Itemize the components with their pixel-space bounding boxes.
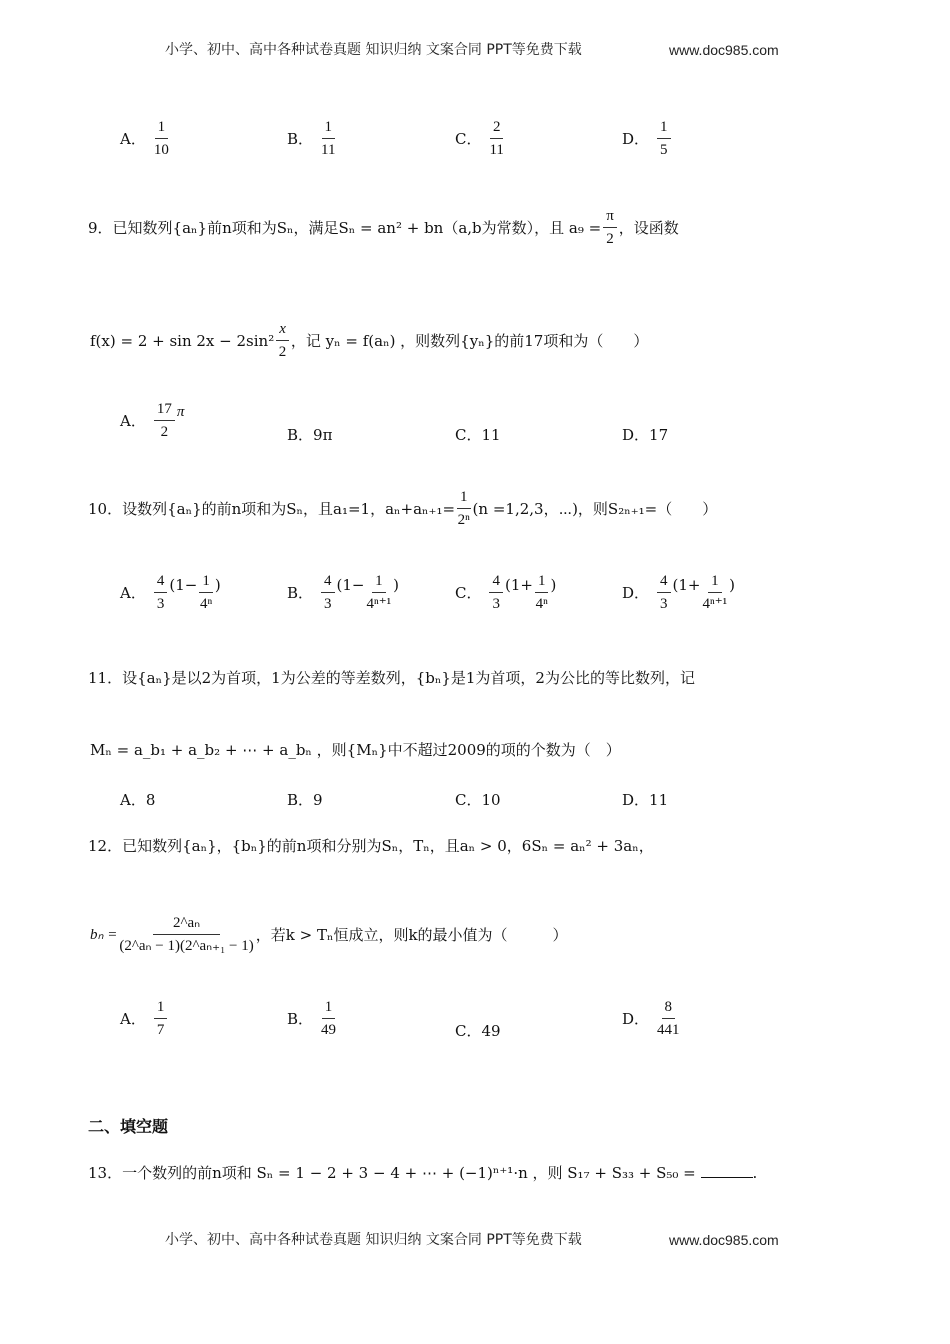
- numerator: 2^aₙ: [153, 912, 220, 935]
- option-label: C．: [455, 791, 482, 809]
- paren-open: (1−: [336, 575, 365, 594]
- option-label: A．: [120, 130, 146, 148]
- pi-symbol: π: [176, 404, 185, 420]
- q10-text: (n =1,2,3，⋯)，则S₂ₙ₊₁=（ ）: [472, 500, 718, 518]
- denominator: 4ⁿ: [199, 596, 213, 612]
- denominator: (2^aₙ − 1)(2^aₙ₊₁ − 1): [119, 938, 254, 954]
- numerator: π: [603, 205, 617, 228]
- q11-line1: 11．设{aₙ}是以2为首项，1为公差的等差数列，{bₙ}是1为首项，2为公比的等比数列，记: [88, 669, 695, 687]
- q11-option-c: [455, 790, 501, 810]
- numerator: 4: [154, 570, 168, 593]
- paren-open: (1+: [672, 575, 701, 594]
- denominator: 7: [156, 1022, 165, 1038]
- numerator: 1: [199, 570, 213, 593]
- numerator: 1: [708, 570, 722, 593]
- fraction: [199, 570, 213, 615]
- q13-text: 13．一个数列的前n项和 Sₙ = 1 − 2 + 3 − 4 + ⋯ + (−1)ⁿ⁺¹·n ，则 S₁₇ + S₃₃ + S₅₀ =: [88, 1164, 696, 1182]
- q9-text: 9．已知数列{aₙ}前n项和为Sₙ，满足Sₙ = an² + bn（a,b为常数），且 a₉ =: [88, 219, 602, 237]
- numerator: 4: [321, 570, 335, 593]
- option-label: C．: [455, 1022, 482, 1040]
- option-value: 11: [481, 426, 501, 444]
- fraction: [603, 205, 617, 250]
- denominator: 11: [489, 142, 504, 158]
- option-label: B．: [287, 426, 314, 444]
- option-value: 11: [649, 791, 669, 809]
- fraction: [657, 570, 671, 615]
- q13-text: .: [752, 1164, 758, 1182]
- denominator: 4ⁿ: [535, 596, 548, 612]
- q9-option-d: [622, 425, 668, 445]
- option-label: D．: [622, 584, 650, 602]
- denominator: 2: [278, 344, 287, 360]
- fraction: [535, 570, 549, 615]
- q11-option-a: [120, 790, 155, 810]
- fraction: [321, 996, 336, 1041]
- option-label: B．: [287, 791, 314, 809]
- q12-option-b: [287, 996, 338, 1041]
- fraction: [154, 398, 175, 443]
- paren-open: (1−: [169, 575, 198, 594]
- option-label: A．: [120, 412, 146, 430]
- option-value: 17: [649, 426, 669, 444]
- denominator: 49: [321, 1022, 337, 1038]
- q13-line: [88, 1163, 757, 1183]
- q12-line1: 12．已知数列{aₙ}，{bₙ}的前n项和分别为Sₙ，Tₙ，且aₙ > 0，6Sₙ = aₙ² + 3aₙ，: [88, 837, 654, 855]
- option-label: C．: [455, 130, 482, 148]
- fraction: [154, 570, 168, 615]
- option-label: B．: [287, 584, 314, 602]
- q12-text: bₙ =: [90, 927, 118, 943]
- q9-option-b: [287, 425, 332, 445]
- q8-option-c: [455, 116, 506, 161]
- denominator: 2: [160, 424, 169, 440]
- denominator: 3: [492, 596, 500, 612]
- q9-line2: [90, 318, 648, 363]
- denominator: 2: [606, 231, 614, 247]
- denominator: 10: [153, 142, 169, 158]
- q12-option-a: [120, 996, 169, 1041]
- fraction: [119, 912, 253, 957]
- option-value: 10: [481, 791, 501, 809]
- numerator: 4: [489, 570, 503, 593]
- numerator: 4: [657, 570, 671, 593]
- q9-option-a: [120, 398, 184, 443]
- page-header-text: 小学、初中、高中各种试卷真题 知识归纳 文案合同 PPT等免费下载: [165, 42, 582, 58]
- option-label: B．: [287, 130, 314, 148]
- q10-option-a: [120, 570, 221, 615]
- numerator: 1: [322, 116, 336, 139]
- numerator: 2: [490, 116, 504, 139]
- denominator: 11: [321, 142, 336, 158]
- numerator: 1: [457, 486, 471, 509]
- fraction: [367, 570, 392, 615]
- paren-close: ): [214, 575, 221, 594]
- option-value: 9: [313, 791, 323, 809]
- option-value: 49: [481, 1022, 501, 1040]
- option-label: C．: [455, 426, 482, 444]
- denominator: 2ⁿ: [457, 512, 470, 528]
- option-label: A．: [120, 791, 146, 809]
- option-value: 9π: [313, 426, 333, 444]
- q9-text: f(x) = 2 + sin 2x − 2sin²: [90, 331, 275, 350]
- paren-open: (1+: [504, 575, 533, 594]
- option-label: D．: [622, 1010, 650, 1028]
- q10-option-c: [455, 570, 556, 615]
- option-label: A．: [120, 584, 146, 602]
- q12-option-d: [622, 996, 682, 1041]
- numerator: x: [276, 318, 289, 341]
- answer-blank[interactable]: [701, 1163, 753, 1178]
- q10-text: 10．设数列{aₙ}的前n项和为Sₙ，且a₁=1，aₙ+aₙ₊₁=: [88, 500, 456, 518]
- q8-option-a: [120, 116, 171, 161]
- section-title: 二、填空题: [88, 1117, 169, 1136]
- numerator: 1: [657, 116, 671, 139]
- option-label: A．: [120, 1010, 146, 1028]
- option-label: D．: [622, 426, 650, 444]
- denominator: 5: [660, 142, 668, 158]
- fraction: [657, 116, 671, 161]
- page-footer-text: 小学、初中、高中各种试卷真题 知识归纳 文案合同 PPT等免费下载: [165, 1232, 582, 1248]
- page-footer-url[interactable]: www.doc985.com: [669, 1232, 779, 1248]
- fraction: [154, 116, 169, 161]
- option-label: C．: [455, 584, 482, 602]
- fraction: [657, 996, 680, 1041]
- q9-line1: [88, 205, 679, 250]
- q12-text: ，若k > Tₙ恒成立，则k的最小值为（ ）: [255, 926, 568, 944]
- fraction: [154, 996, 168, 1041]
- numerator: 8: [662, 996, 676, 1019]
- denominator: 4ⁿ⁺¹: [702, 596, 728, 612]
- fraction: [321, 116, 335, 161]
- q8-option-b: [287, 116, 337, 161]
- q9-text: ，设函数: [618, 219, 679, 237]
- numerator: 17: [154, 398, 175, 421]
- q11-option-b: [287, 790, 323, 810]
- q9-option-c: [455, 425, 501, 445]
- fraction: [489, 570, 503, 615]
- paren-close: ): [393, 575, 399, 594]
- fraction: [489, 116, 503, 161]
- q10-option-b: [287, 570, 399, 615]
- option-label: B．: [287, 1010, 314, 1028]
- option-label: D．: [622, 130, 650, 148]
- numerator: 1: [372, 570, 386, 593]
- paren-close: ): [729, 575, 735, 594]
- numerator: 1: [155, 116, 169, 139]
- q12-line2: [90, 912, 568, 957]
- page-header-url[interactable]: www.doc985.com: [669, 42, 779, 58]
- q10-option-d: [622, 570, 735, 615]
- fraction: [276, 318, 289, 363]
- numerator: 1: [322, 996, 336, 1019]
- q10-line: [88, 486, 717, 531]
- fraction: [321, 570, 335, 615]
- q11-option-d: [622, 790, 668, 810]
- fraction: [457, 486, 471, 531]
- q8-option-d: [622, 116, 673, 161]
- paren-close: ): [550, 575, 557, 594]
- fraction: [703, 570, 728, 615]
- numerator: 1: [535, 570, 549, 593]
- denominator: 3: [324, 596, 332, 612]
- numerator: 1: [154, 996, 168, 1019]
- option-value: 8: [145, 791, 156, 809]
- q12-option-c: [455, 1021, 501, 1041]
- denominator: 441: [657, 1022, 680, 1038]
- denominator: 4ⁿ⁺¹: [366, 596, 392, 612]
- q11-line2: Mₙ = a_b₁ + a_b₂ + ⋯ + a_bₙ ，则{Mₙ}中不超过2009的项的个数为（ ）: [90, 741, 621, 759]
- option-label: D．: [622, 791, 650, 809]
- denominator: 3: [660, 596, 668, 612]
- denominator: 3: [156, 596, 165, 612]
- q9-text: ，记 yₙ = f(aₙ) ，则数列{yₙ}的前17项和为（ ）: [290, 332, 649, 350]
